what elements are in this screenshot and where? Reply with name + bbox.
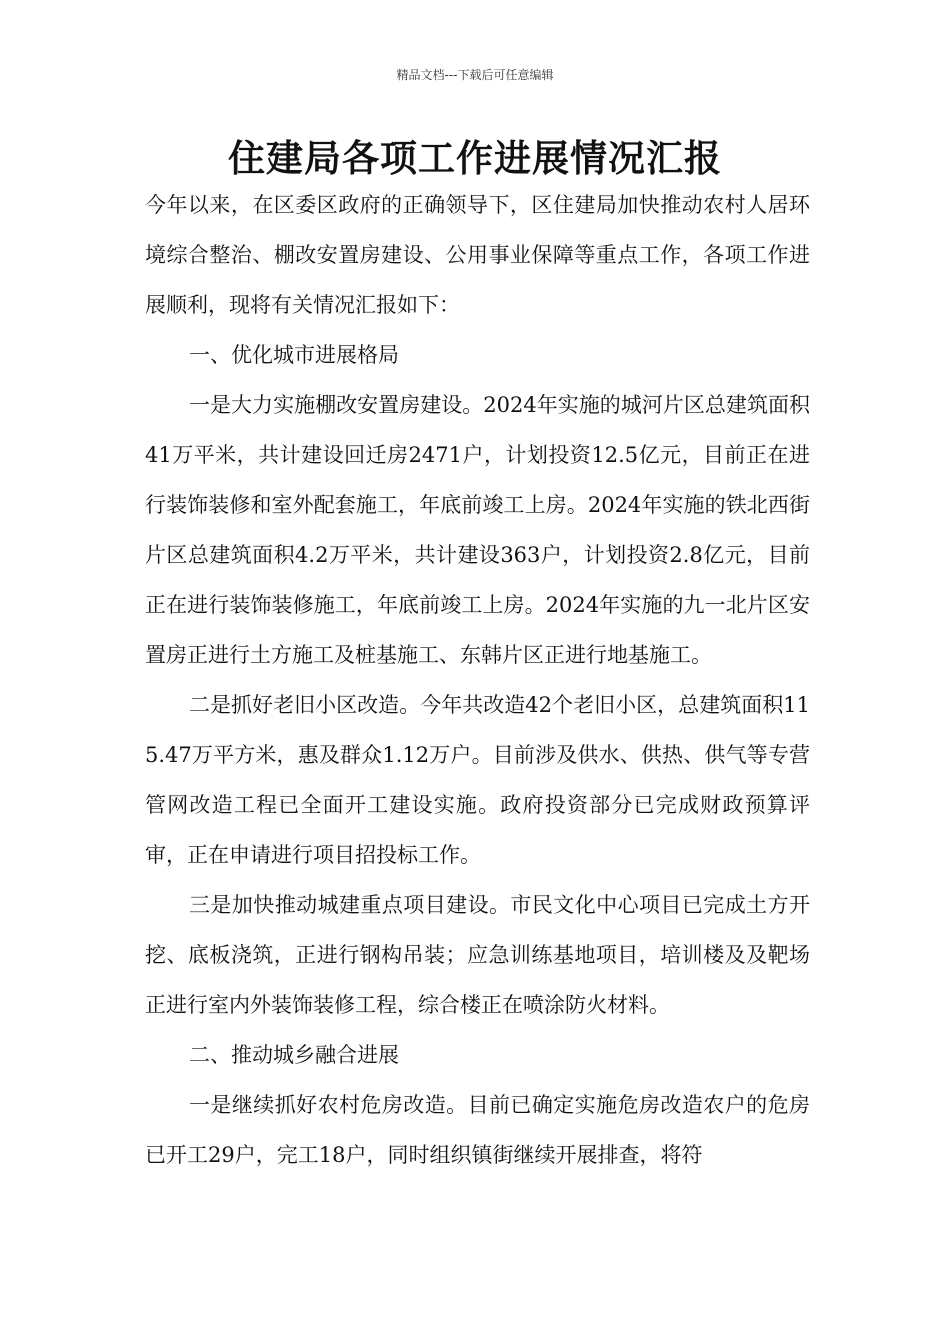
header-watermark: 精品文档---下载后可任意编辑 [396,68,554,82]
body-paragraph: 一是继续抓好农村危房改造。目前已确定实施危房改造农户的危房已开工29户，完工18户，同时组织镇街继续开展排查，将符 [145,1093,810,1167]
section-heading-2: 二、推动城乡融合进展 [189,1043,399,1067]
document-body [145,180,810,1180]
intro-paragraph: 今年以来，在区委区政府的正确领导下，区住建局加快推动农村人居环境综合整治、棚改安置房建设、公用事业保障等重点工作，各项工作进展顺利，现将有关情况汇报如下： [145,193,810,317]
body-paragraph: 二是抓好老旧小区改造。今年共改造42个老旧小区，总建筑面积115.47万平方米，惠及群众1.12万户。目前涉及供水、供热、供气等专营管网改造工程已全面开工建设实施。政府投资部分已完成财政预算评审，正在申请进行项目招投标工作。 [145,693,810,867]
body-paragraph: 一是大力实施棚改安置房建设。2024年实施的城河片区总建筑面积41万平米，共计建设回迁房2471户，计划投资12.5亿元，目前正在进行装饰装修和室外配套施工，年底前竣工上房。2024年实施的铁北西街片区总建筑面积4.2万平米，共计建设363户，计划投资2.8亿元，目前正在进行装饰装修施工，年底前竣工上房。2024年实施的九一北片区安置房正进行土方施工及桩基施工、东韩片区正进行地基施工。 [145,393,810,667]
body-paragraph: 三是加快推动城建重点项目建设。市民文化中心项目已完成土方开挖、底板浇筑，正进行钢构吊装；应急训练基地项目，培训楼及及靶场正进行室内外装饰装修工程，综合楼正在喷涂防火材料。 [145,893,810,1017]
section-heading-1: 一、优化城市进展格局 [189,343,399,367]
document-title: 住建局各项工作进展情况汇报 [228,137,722,180]
